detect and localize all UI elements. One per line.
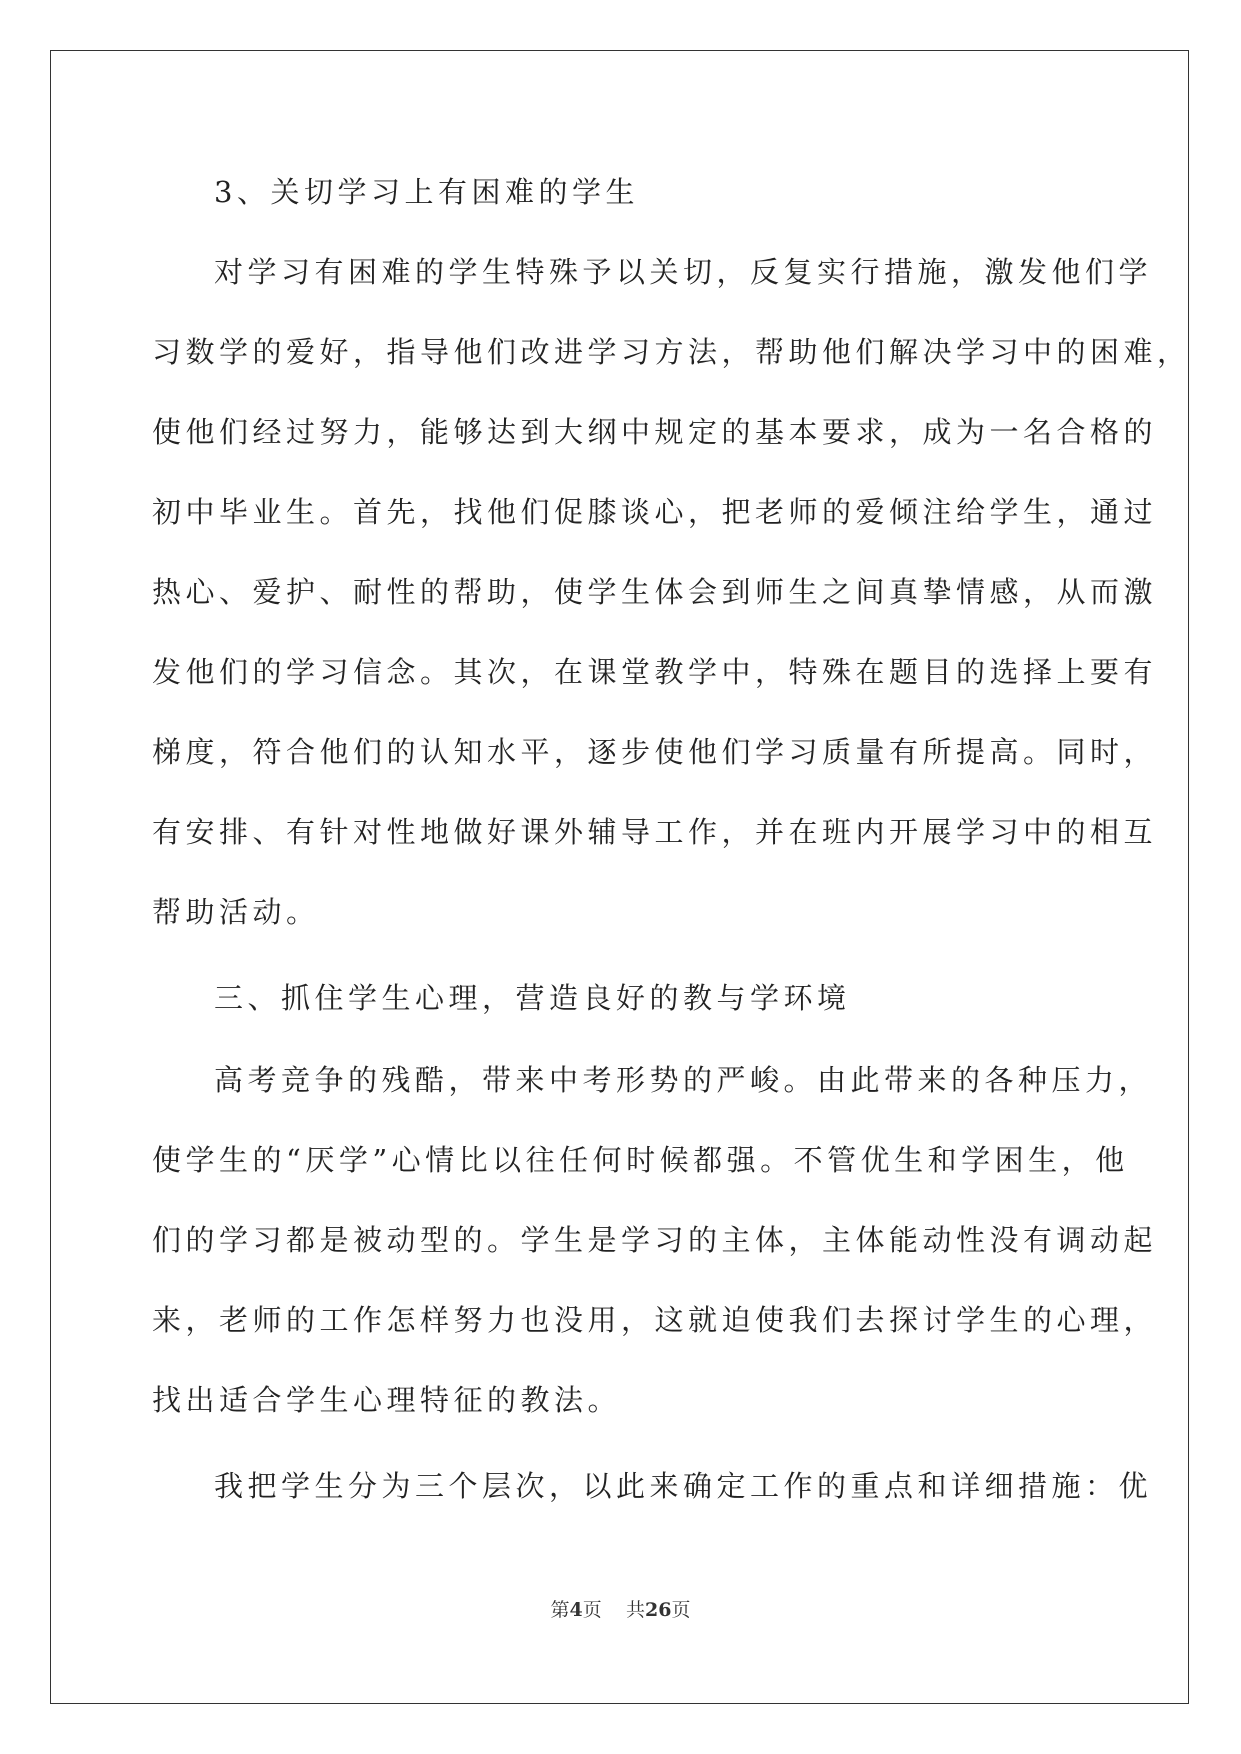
current-page-number: 4: [569, 1599, 583, 1621]
footer-total-prefix: 共: [625, 1599, 645, 1621]
paragraph-line: 来，老师的工作怎样努力也没用，这就迫使我们去探讨学生的心理，: [152, 1303, 1158, 1337]
section-heading-three: 三、抓住学生心理，营造良好的教与学环境: [214, 981, 851, 1015]
paragraph-line: 帮助活动。: [152, 895, 320, 929]
total-page-count: 26: [644, 1599, 672, 1621]
footer-total-suffix: 页: [671, 1599, 691, 1621]
paragraph-line: 发他们的学习信念。其次，在课堂教学中，特殊在题目的选择上要有: [152, 655, 1158, 689]
paragraph-line: 有安排、有针对性地做好课外辅导工作，并在班内开展学习中的相互: [152, 815, 1158, 849]
paragraph-line: 对学习有困难的学生特殊予以关切，反复实行措施，激发他们学: [214, 255, 1153, 289]
paragraph-line: 使他们经过努力，能够达到大纲中规定的基本要求，成为一名合格的: [152, 415, 1158, 449]
paragraph-line: 初中毕业生。首先，找他们促膝谈心，把老师的爱倾注给学生，通过: [152, 495, 1158, 529]
footer-page-suffix: 页: [582, 1599, 602, 1621]
paragraph-line: 找出适合学生心理特征的教法。: [152, 1383, 622, 1417]
footer-prefix: 第: [550, 1599, 570, 1621]
paragraph-line: 高考竞争的残酷，带来中考形势的严峻。由此带来的各种压力，: [214, 1063, 1153, 1097]
paragraph-line: 习数学的爱好，指导他们改进学习方法，帮助他们解决学习中的困难，: [152, 335, 1191, 369]
section-heading-3: 3、关切学习上有困难的学生: [214, 175, 639, 209]
paragraph-line: 热心、爱护、耐性的帮助，使学生体会到师生之间真挚情感，从而激: [152, 575, 1158, 609]
paragraph-line: 我把学生分为三个层次，以此来确定工作的重点和详细措施：优: [214, 1469, 1153, 1503]
paragraph-line: 使学生的“厌学”心情比以往任何时候都强。不管优生和学困生，他: [152, 1143, 1129, 1177]
paragraph-line: 梯度，符合他们的认知水平，逐步使他们学习质量有所提高。同时，: [152, 735, 1158, 769]
page-border: [50, 50, 1189, 1704]
page-footer: [0, 1595, 1241, 1622]
paragraph-line: 们的学习都是被动型的。学生是学习的主体，主体能动性没有调动起: [152, 1223, 1158, 1257]
